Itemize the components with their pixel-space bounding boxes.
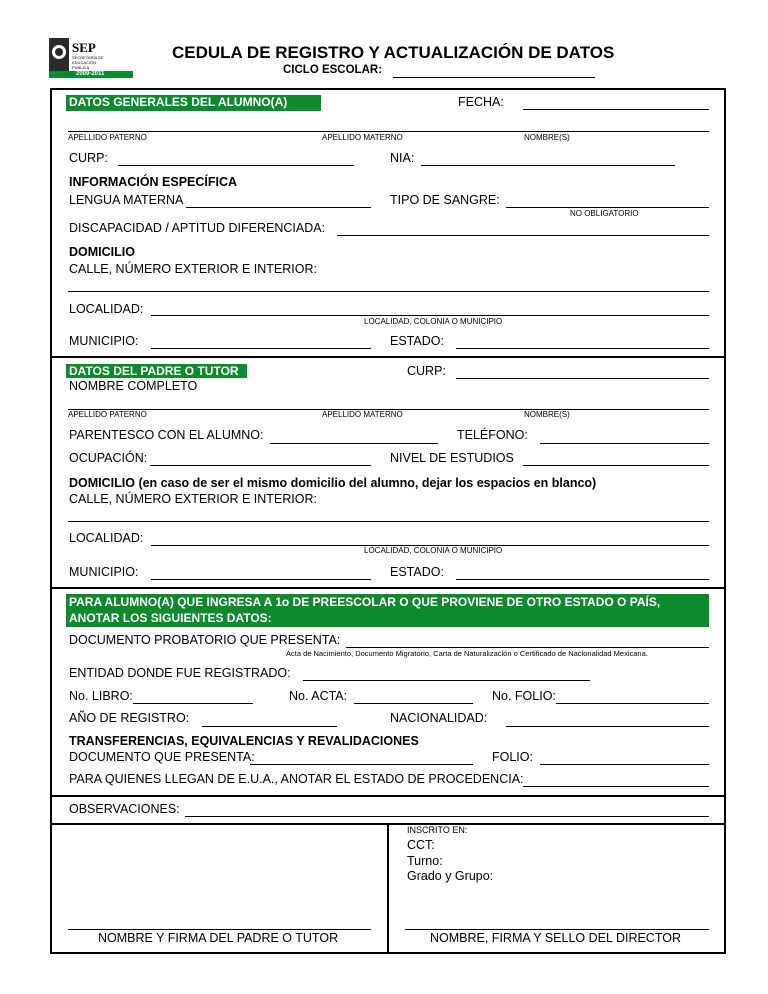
documento-probatorio-label: DOCUMENTO PROBATORIO QUE PRESENTA: [69,633,341,647]
estado-label: ESTADO: [390,334,444,348]
padre-nombres-label: NOMBRE(S) [524,410,570,419]
inscrito-label: INSCRITO EN: [407,825,468,835]
eua-label: PARA QUIENES LLEGAN DE E.U.A., ANOTAR EL ESTADO DE PROCEDENCIA: [69,772,524,786]
parentesco-field[interactable] [270,443,438,444]
nivel-estudios-label: NIVEL DE ESTUDIOS [390,451,514,465]
section-divider [50,587,726,589]
lengua-materna-field[interactable] [186,207,371,208]
padre-estado-field[interactable] [456,579,709,580]
padre-calle-label: CALLE, NÚMERO EXTERIOR E INTERIOR: [69,492,317,506]
tipo-sangre-label: TIPO DE SANGRE: [390,193,500,207]
section-padre-header: DATOS DEL PADRE O TUTOR [66,364,247,378]
folio-label: No. FOLIO: [492,689,556,703]
estado-field[interactable] [456,348,709,349]
eua-field[interactable] [523,786,709,787]
acta-label: No. ACTA: [289,689,348,703]
tipo-sangre-field[interactable] [506,207,709,208]
padre-municipio-label: MUNICIPIO: [69,565,139,579]
anio-registro-field[interactable] [202,726,337,727]
alumno-nombre-field[interactable] [68,131,709,132]
observaciones-label: OBSERVACIONES: [69,802,180,816]
calle-field[interactable] [68,291,709,292]
localidad-hint: LOCALIDAD, COLONIA O MUNICIPIO [364,317,503,326]
apellido-materno-label: APELLIDO MATERNO [322,133,403,142]
acta-field[interactable] [354,703,473,704]
documento-presenta-field[interactable] [250,764,473,765]
firma-padre-field[interactable] [68,929,371,930]
turno-label: Turno: [407,854,443,868]
libro-label: No. LIBRO: [69,689,133,703]
padre-estado-label: ESTADO: [390,565,444,579]
transferencias-heading: TRANSFERENCIAS, EQUIVALENCIAS Y REVALIDACIONES [69,734,419,748]
fecha-field[interactable] [523,109,709,110]
cct-label: CCT: [407,838,435,852]
apellido-paterno-label: APELLIDO PATERNO [68,133,147,142]
documento-probatorio-hint: Acta de Nacimiento, Documento Migratorio, Carta de Naturalización o Certificado de Nacionalidad Mexicana. [286,649,648,658]
info-especifica-heading: INFORMACIÓN ESPECÍFICA [69,175,238,189]
fecha-label: FECHA: [458,95,504,109]
documento-probatorio-field[interactable] [346,647,709,648]
padre-apellido-paterno-label: APELLIDO PATERNO [68,410,147,419]
anio-registro-label: AÑO DE REGISTRO: [69,711,190,725]
municipio-field[interactable] [151,348,371,349]
grado-grupo-label: Grado y Grupo: [407,869,494,883]
observaciones-field[interactable] [185,816,709,817]
curp-field[interactable] [118,165,354,166]
nombres-label: NOMBRE(S) [524,133,570,142]
nombre-completo-label: NOMBRE COMPLETO [69,379,198,393]
section-ingreso-line1: PARA ALUMNO(A) QUE INGRESA A 1o DE PREESCOLAR O QUE PROVIENE DE OTRO ESTADO O PAÍS, [69,595,661,609]
curp-label: CURP: [69,151,108,165]
nacionalidad-label: NACIONALIDAD: [390,711,488,725]
lengua-materna-label: LENGUA MATERNA [69,193,184,207]
ciclo-escolar-field[interactable] [393,77,595,78]
folio2-label: FOLIO: [492,750,533,764]
section-alumno-header: DATOS GENERALES DEL ALUMNO(A) [66,95,321,111]
section-divider [50,795,726,797]
folio-field[interactable] [556,703,709,704]
ocupacion-field[interactable] [150,465,371,466]
folio2-field[interactable] [540,764,709,765]
logo-text: SEP [72,40,96,55]
padre-localidad-hint: LOCALIDAD, COLONIA O MUNICIPIO [364,546,503,555]
libro-field[interactable] [133,703,253,704]
parentesco-label: PARENTESCO CON EL ALUMNO: [69,428,264,442]
ocupacion-label: OCUPACIÓN: [69,451,148,465]
localidad-label: LOCALIDAD: [69,302,144,316]
padre-apellido-materno-label: APELLIDO MATERNO [322,410,403,419]
firma-padre-label: NOMBRE Y FIRMA DEL PADRE O TUTOR [98,931,339,945]
telefono-field[interactable] [540,443,709,444]
firma-director-label: NOMBRE, FIRMA Y SELLO DEL DIRECTOR [430,931,681,945]
logo-years: 2009-2011 [76,71,105,77]
domicilio-heading: DOMICILIO [69,245,135,259]
documento-presenta-label: DOCUMENTO QUE PRESENTA: [69,750,255,764]
logo-sub: SECRETARÍA DE EDUCACIÓN PÚBLICA [72,55,104,70]
entidad-label: ENTIDAD DONDE FUE REGISTRADO: [69,666,291,680]
signature-divider [387,823,389,954]
firma-director-field[interactable] [405,929,709,930]
calle-label: CALLE, NÚMERO EXTERIOR E INTERIOR: [69,262,317,276]
municipio-label: MUNICIPIO: [69,334,139,348]
nacionalidad-field[interactable] [506,726,709,727]
ciclo-escolar-label: CICLO ESCOLAR: [283,64,383,76]
telefono-label: TELÉFONO: [457,428,528,442]
padre-domicilio-heading: DOMICILIO (en caso de ser el mismo domicilio del alumno, dejar los espacios en blanco) [69,476,597,490]
section-divider [50,356,726,358]
padre-calle-field[interactable] [68,521,709,522]
padre-curp-field[interactable] [456,378,709,379]
page-title: CEDULA DE REGISTRO Y ACTUALIZACIÓN DE DATOS [172,43,615,62]
nia-field[interactable] [421,165,675,166]
nivel-estudios-field[interactable] [523,465,709,466]
padre-municipio-field[interactable] [151,579,371,580]
localidad-field[interactable] [151,315,709,316]
entidad-field[interactable] [303,680,590,681]
nia-label: NIA: [390,151,415,165]
discapacidad-label: DISCAPACIDAD / APTITUD DIFERENCIADA: [69,221,326,235]
padre-curp-label: CURP: [407,364,446,378]
discapacidad-field[interactable] [337,235,709,236]
section-ingreso-header [66,594,709,627]
section-ingreso-line2: ANOTAR LOS SIGUIENTES DATOS: [69,611,272,625]
padre-localidad-label: LOCALIDAD: [69,531,144,545]
no-obligatorio-note: NO OBLIGATORIO [570,209,639,218]
